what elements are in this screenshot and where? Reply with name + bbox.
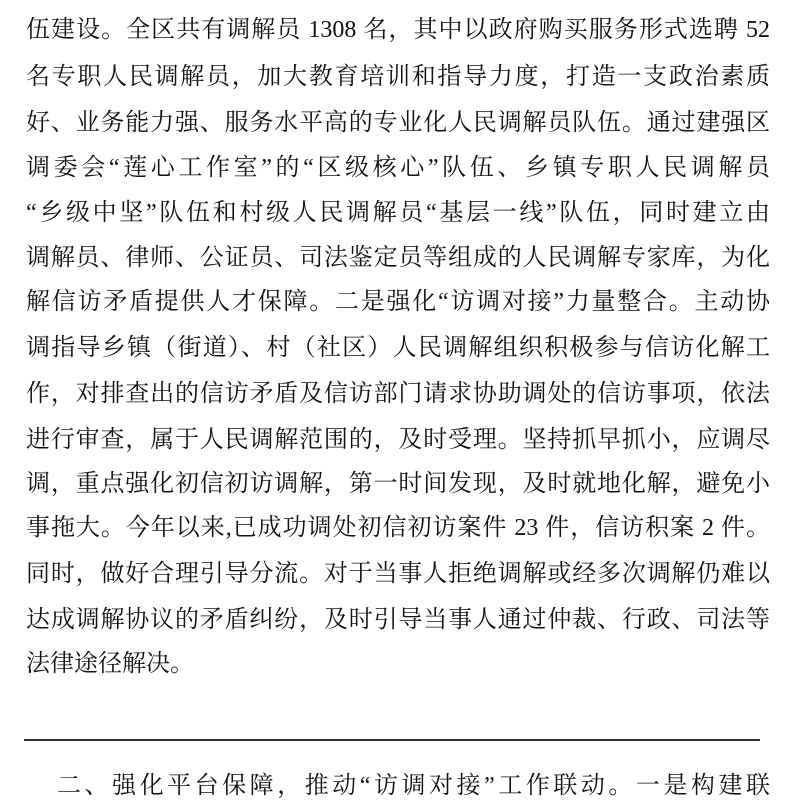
text-line: 进行审查，属于人民调解范围的，及时受理。坚持抓早抓小，应调尽 [26,427,770,453]
text-line: 事拖大。今年以来,已成功调处初信初访案件 23 件，信访积案 2 件。 [26,515,770,541]
text-line: 法律途径解决。 [26,651,194,677]
text-line: 伍建设。全区共有调解员 1308 名，其中以政府购买服务形式选聘 52 [26,17,770,43]
text-line: 名专职人民调解员，加大教育培训和指导力度，打造一支政治素质 [26,64,770,90]
text-line: 调委会“莲心工作室”的“区级核心”队伍、乡镇专职人民调解员 [26,155,770,181]
text-line: 达成调解协议的矛盾纠纷，及时引导当事人通过仲裁、行政、司法等 [26,607,770,633]
page-divider [24,739,760,741]
text-line: 同时，做好合理引导分流。对于当事人拒绝调解或经多次调解仍难以 [26,561,770,587]
text-line: 调，重点强化初信初访调解，第一时间发现，及时就地化解，避免小 [26,471,770,497]
text-line: 解信访矛盾提供人才保障。二是强化“访调对接”力量整合。主动协 [26,289,770,315]
text-line: 作，对排查出的信访矛盾及信访部门请求协助调处的信访事项，依法 [26,381,770,407]
text-line: “乡级中坚”队伍和村级人民调解员“基层一线”队伍，同时建立由 [26,200,770,226]
section-heading: 二、强化平台保障，推动“访调对接”工作联动。一是构建联 [57,773,770,799]
text-line: 调解员、律师、公证员、司法鉴定员等组成的人民调解专家库，为化 [26,245,770,271]
text-line: 调指导乡镇（街道）、村（社区）人民调解组织积极参与信访化解工 [26,335,770,361]
text-line: 好、业务能力强、服务水平高的专业化人民调解员队伍。通过建强区 [26,110,770,136]
